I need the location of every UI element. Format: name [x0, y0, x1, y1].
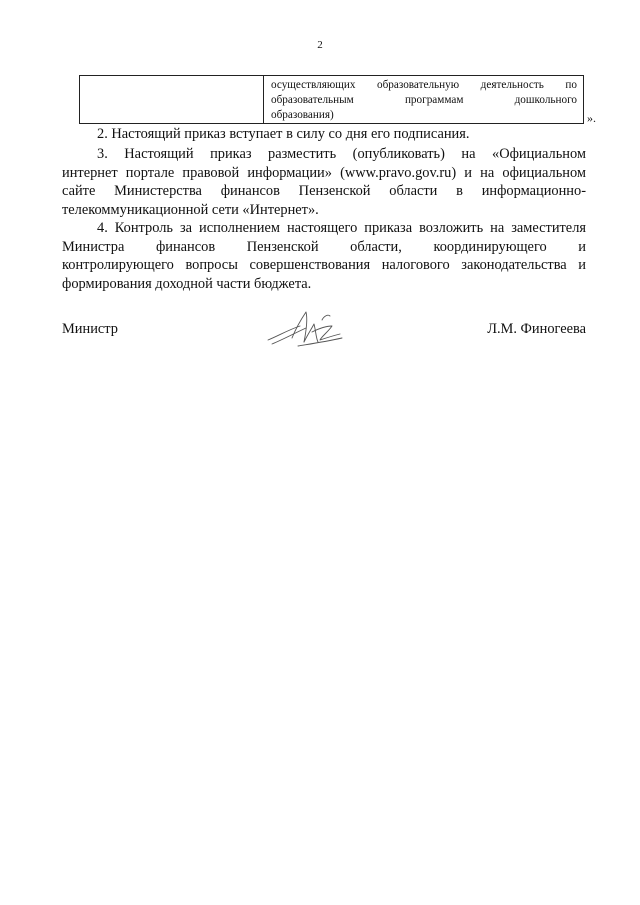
table-closing-quote: ». [587, 111, 596, 125]
paragraph-line: 4. Контроль за исполнением настоящего приказа возложить на заместителя [97, 220, 586, 236]
paragraph-3 [62, 145, 586, 219]
signatory-name: Л.М. Финогеева [487, 321, 586, 337]
paragraph-line: интернет портале правовой информации» (www.pravo.gov.ru) и на официальном [62, 164, 586, 181]
paragraph-2 [62, 125, 586, 144]
table-cell-line: образовательным программам дошкольного [271, 94, 577, 106]
paragraph-line: телекоммуникационной сети «Интернет». [62, 201, 319, 218]
paragraph-4 [62, 219, 586, 293]
paragraph-line: формирования доходной части бюджета. [62, 275, 312, 292]
paragraph-line: Министра финансов Пензенской области, координирующего и [62, 238, 586, 255]
signatory-title: Министр [62, 321, 118, 337]
paragraph-line: сайте Министерства финансов Пензенской области в информационно- [62, 183, 586, 200]
paragraph-line: 3. Настоящий приказ разместить (опубликовать) на «Официальном [97, 146, 586, 162]
table-cell-empty [80, 76, 264, 123]
page-number: 2 [317, 39, 323, 51]
paragraph-line: контролирующего вопросы совершенствования налогового законодательства и [62, 257, 586, 274]
table-cell-line: образования) [271, 109, 334, 121]
table-cell-line: осуществляющих образовательную деятельность по [271, 79, 577, 91]
continuation-table [79, 75, 584, 124]
signature-block [62, 318, 586, 358]
paragraph-line: 2. Настоящий приказ вступает в силу со дня его подписания. [97, 126, 470, 142]
table-cell-text [264, 76, 583, 123]
handwritten-signature [262, 306, 352, 354]
